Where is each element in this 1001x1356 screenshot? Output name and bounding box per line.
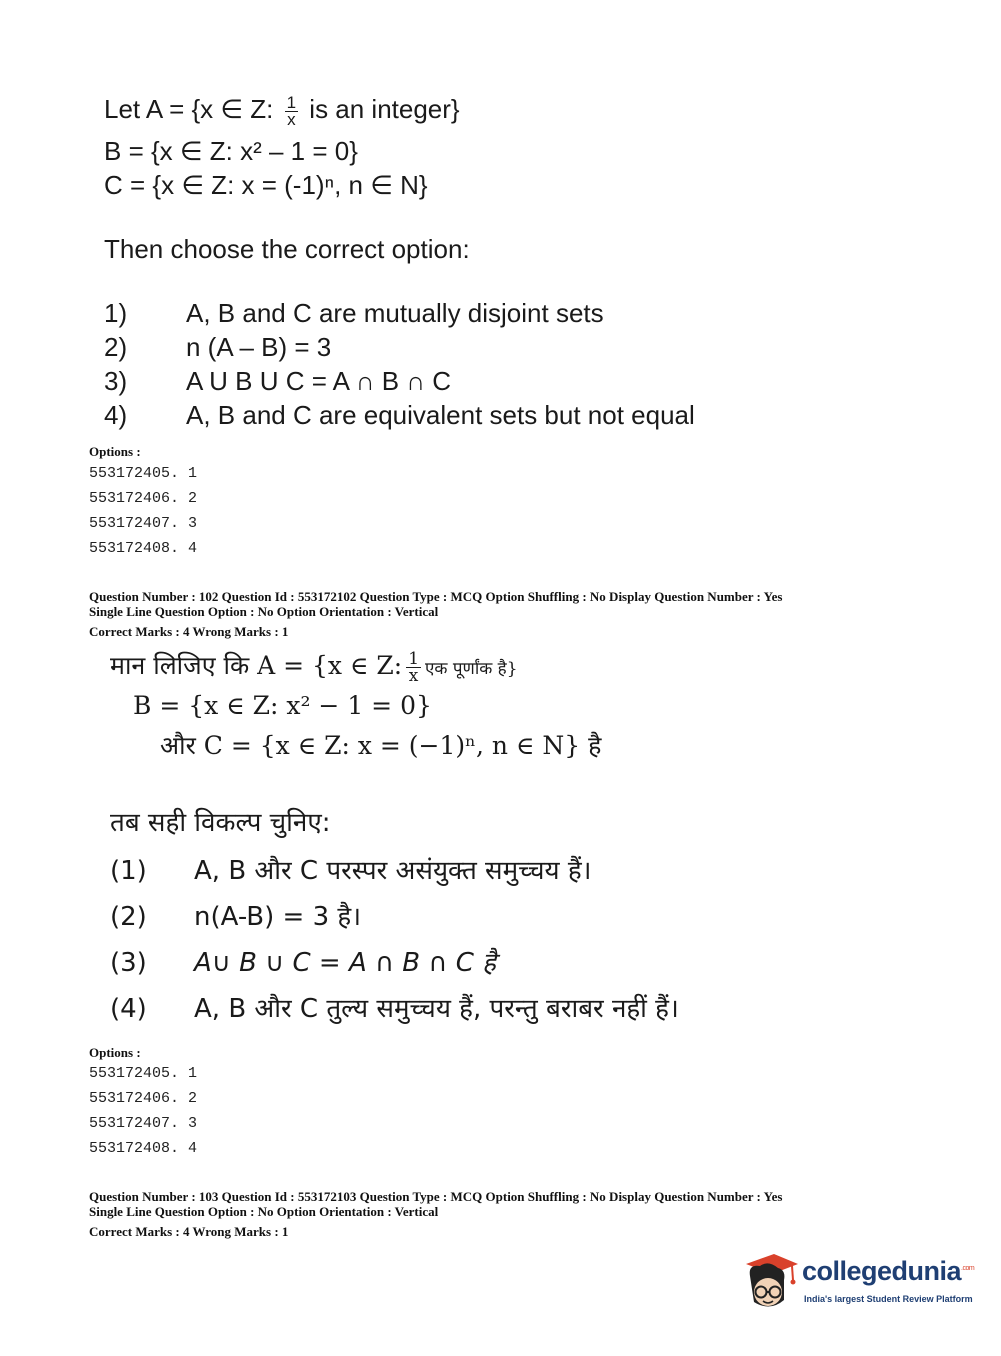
- q1-choice: [104, 398, 695, 432]
- q103-meta-line2: Single Line Question Option : No Option Orientation : Vertical: [89, 1204, 439, 1219]
- q1-choice-text: A, B and C are mutually disjoint sets: [186, 298, 604, 328]
- q102-set-a-prefix: मान लिजिए कि A = {x ∈ Z:: [110, 651, 403, 680]
- option-item: 553172408. 4: [89, 540, 198, 557]
- q102-choice: [110, 894, 679, 940]
- q1-choice-num: 4): [104, 400, 128, 430]
- q102-prompt: तब सही विकल्प चुनिए:: [110, 808, 331, 838]
- q1-choice-num: 2): [104, 332, 128, 362]
- collegedunia-logo[interactable]: [740, 1248, 975, 1318]
- option-item: 553172406. 2: [89, 1090, 198, 1107]
- q102-choice: [110, 940, 679, 986]
- q102-meta-line3: Correct Marks : 4 Wrong Marks : 1: [89, 624, 289, 639]
- q102-choice-num: (1): [110, 856, 147, 886]
- q1-choice-text: A, B and C are equivalent sets but not equal: [186, 400, 695, 430]
- q102-choice-text: A∪ B ∪ C = A ∩ B ∩ C है: [194, 948, 496, 978]
- q102-frac-num: 1: [408, 649, 420, 669]
- option-item: 553172406. 2: [89, 490, 198, 507]
- q1-options-list: [89, 461, 197, 561]
- logo-suffix: .com: [961, 1265, 975, 1272]
- option-item: 553172407. 3: [89, 515, 198, 532]
- q1-set-a: [104, 92, 460, 128]
- q102-choice-num: (4): [110, 994, 147, 1024]
- q102-frac-den: x: [408, 666, 419, 686]
- q1-prompt: Then choose the correct option:: [104, 234, 470, 264]
- q102-choice-text: A, B और C तुल्य समुच्चय हैं, परन्तु बराबर नहीं हैं।: [194, 994, 679, 1024]
- q1-fraction: [285, 92, 298, 129]
- q1-choice: [104, 296, 695, 330]
- q103-meta-line3: Correct Marks : 4 Wrong Marks : 1: [89, 1224, 289, 1239]
- q102-options-list: [89, 1061, 197, 1161]
- q1-choice: [104, 364, 695, 398]
- logo-name: collegedunia: [802, 1256, 962, 1286]
- q102-choices: [110, 848, 679, 1032]
- q102-choice-text: n(A-B) = 3 है।: [194, 902, 362, 932]
- q1-choices: [104, 296, 695, 432]
- q102-choice: [110, 986, 679, 1032]
- logo-wordmark: [802, 1256, 974, 1287]
- q102-choice: [110, 848, 679, 894]
- q1-choice-text: A U B U C = A ∩ B ∩ C: [186, 366, 451, 396]
- q102-choice-num: (3): [110, 948, 147, 978]
- q102-fraction: [406, 651, 421, 684]
- q1-frac-num: 1: [286, 92, 297, 112]
- q102-options-label: Options :: [89, 1045, 141, 1060]
- q102-set-a-suffix: एक पूर्णांक है}: [425, 659, 518, 679]
- option-item: 553172407. 3: [89, 1115, 198, 1132]
- q1-set-a-suffix: is an integer}: [302, 94, 460, 124]
- q102-choice-num: (2): [110, 902, 147, 932]
- q102-choice-text: A, B और C परस्पर असंयुक्त समुच्चय हैं।: [194, 856, 592, 886]
- logo-tagline: India's largest Student Review Platform: [804, 1294, 973, 1304]
- q1-choice-num: 3): [104, 366, 128, 396]
- q1-choice-num: 1): [104, 298, 128, 328]
- q1-set-a-prefix: Let A = {x ∈ Z:: [104, 94, 281, 124]
- q102-set-b: B = {x ∈ Z: x² − 1 = 0}: [133, 691, 432, 720]
- option-item: 553172408. 4: [89, 1140, 198, 1157]
- q1-frac-den: x: [287, 109, 296, 129]
- q1-choice-text: n (A – B) = 3: [186, 332, 332, 362]
- q103-meta-line1: Question Number : 103 Question Id : 553172103 Question Type : MCQ Option Shuffling : No Display Question Number : Yes: [89, 1189, 783, 1204]
- option-item: 553172405. 1: [89, 465, 198, 482]
- q1-set-c: C = {x ∈ Z: x = (-1)ⁿ, n ∈ N}: [104, 170, 428, 200]
- q102-meta-line1: Question Number : 102 Question Id : 553172102 Question Type : MCQ Option Shuffling : No Display Question Number : Yes: [89, 589, 783, 604]
- q1-choice: [104, 330, 695, 364]
- q1-options-label: Options :: [89, 444, 141, 459]
- q1-set-b: B = {x ∈ Z: x² – 1 = 0}: [104, 136, 358, 166]
- q102-meta-line2: Single Line Question Option : No Option Orientation : Vertical: [89, 604, 439, 619]
- mascot-icon: [740, 1250, 800, 1314]
- q102-set-c: और C = {x ∈ Z: x = (−1)ⁿ, n ∈ N} है: [160, 731, 602, 760]
- option-item: 553172405. 1: [89, 1065, 198, 1082]
